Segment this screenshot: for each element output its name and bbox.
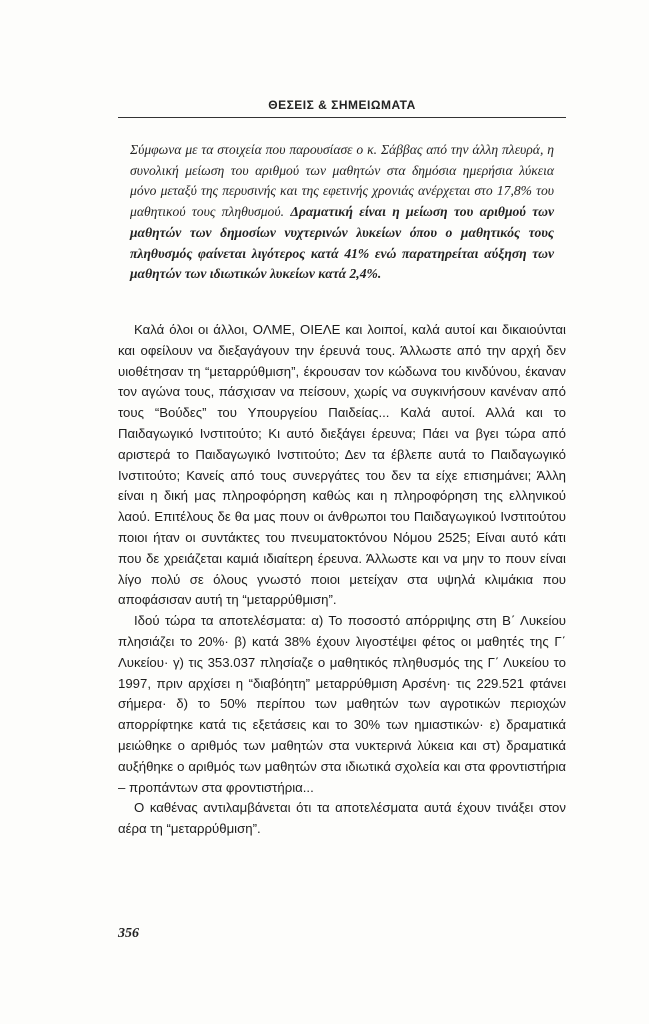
page-number: 356	[118, 926, 139, 941]
body-text	[118, 320, 566, 840]
running-head: ΘΕΣΕΙΣ & ΣΗΜΕΙΩΜΑΤΑ	[268, 98, 416, 112]
quoted-excerpt	[130, 140, 554, 285]
paragraph: Ιδού τώρα τα αποτελέσματα: α) Το ποσοστό απόρριψης στη Β΄ Λυκείου πλησιάζει το 20%· β) κατά 38% έχουν λιγοστέψει φέτος οι μαθητές της Γ΄ Λυκείου· γ) τις 353.037 πλησίαζε ο μαθητικός πληθυσμός της Γ΄ Λυκείου το 1997, πριν αρχίσει η “διαβόητη” μεταρρύθμιση Αρσένη· τις 229.521 φτάνει σήμερα· δ) το 50% περίπου των μαθητών των αγροτικών περιοχών απορρίφτηκε κατά τις εξετάσεις και το 30% των ημιαστικών· ε) δραματικά μειώθηκε ο αριθμός των μαθητών στα νυκτερινά λύκεια και στ) δραματικά αυξήθηκε ο αριθμός των μαθητών στα ιδιωτικά σχολεία και στα φροντιστήρια – προπάντων στα φροντιστήρια...	[118, 613, 566, 795]
paragraph: Ο καθένας αντιλαμβάνεται ότι τα αποτελέσματα αυτά έχουν τινάξει στον αέρα τη “μεταρρύθμιση”.	[118, 800, 566, 837]
quote-bold-text: Δραματική είναι η μείωση του αριθμού των μαθητών των δημοσίων νυχτερινών λυκείων όπου ο μαθητικός τους πληθυσμός φαίνεται λιγότερος κατά 41% ενώ παρατηρείται αύξηση των μαθητών των ιδιωτικών λυκείων κατά 2,4%.	[130, 204, 554, 282]
header-rule	[118, 117, 566, 118]
quote-italic-text: Σύμφωνα με τα στοιχεία που παρουσίασε ο κ. Σάββας από την άλλη πλευρά, η συνολική μείωση του αριθμού των μαθητών στα δημόσια ημερήσια λύκεια μόνο μεταξύ της περυσινής και της εφετινής χρονιάς ανέρχεται στο 17,8% του μαθητικού τους πληθυσμού.	[130, 142, 554, 220]
paragraph: Καλά όλοι οι άλλοι, ΟΛΜΕ, ΟΙΕΛΕ και λοιποί, καλά αυτοί και δικαιούνται και οφείλουν να διεξαγάγουν την έρευνά τους. Άλλωστε από την αρχή δεν υιοθέτησαν τη “μεταρρύθμιση”, έκρουσαν τον κώδωνα του κινδύνου, έκαναν τον αγώνα τους, πάσχισαν να πείσουν, χωρίς να συγκινήσουν κανέναν από τους “Βούδες” του Υπουργείου Παιδείας... Καλά αυτοί. Αλλά και το Παιδαγωγικό Ινστιτούτο; Κι αυτό διεξάγει έρευνα; Πάει να βγει τώρα από αριστερά το Παιδαγωγικό Ινστιτούτο; Δεν τα έβλεπε αυτά το Παιδαγωγικό Ινστιτούτο; Κανείς από τους συνεργάτες του δεν τα είχε επισημάνει; Άλλη είναι η δική μας πληροφόρηση καθώς και η πληροφόρηση της ελληνικού λαού. Επιτέλους δε θα μας πουν οι άνθρωποι του Παιδαγωγικού Ινστιτούτου ποιοι ήταν οι συντάκτες του πνευματοκτόνου Νόμου 2525; Είναι αυτό κάτι που δε χρειάζεται καμιά ιδιαίτερη έρευνα. Άλλωστε και να μην το πουν είναι λίγο πολύ σε όλους γνωστό ποιοι μετείχαν στα υψηλά κλιμάκια που αποφάσισαν αυτή τη “μεταρρύθμιση”.	[118, 322, 566, 608]
